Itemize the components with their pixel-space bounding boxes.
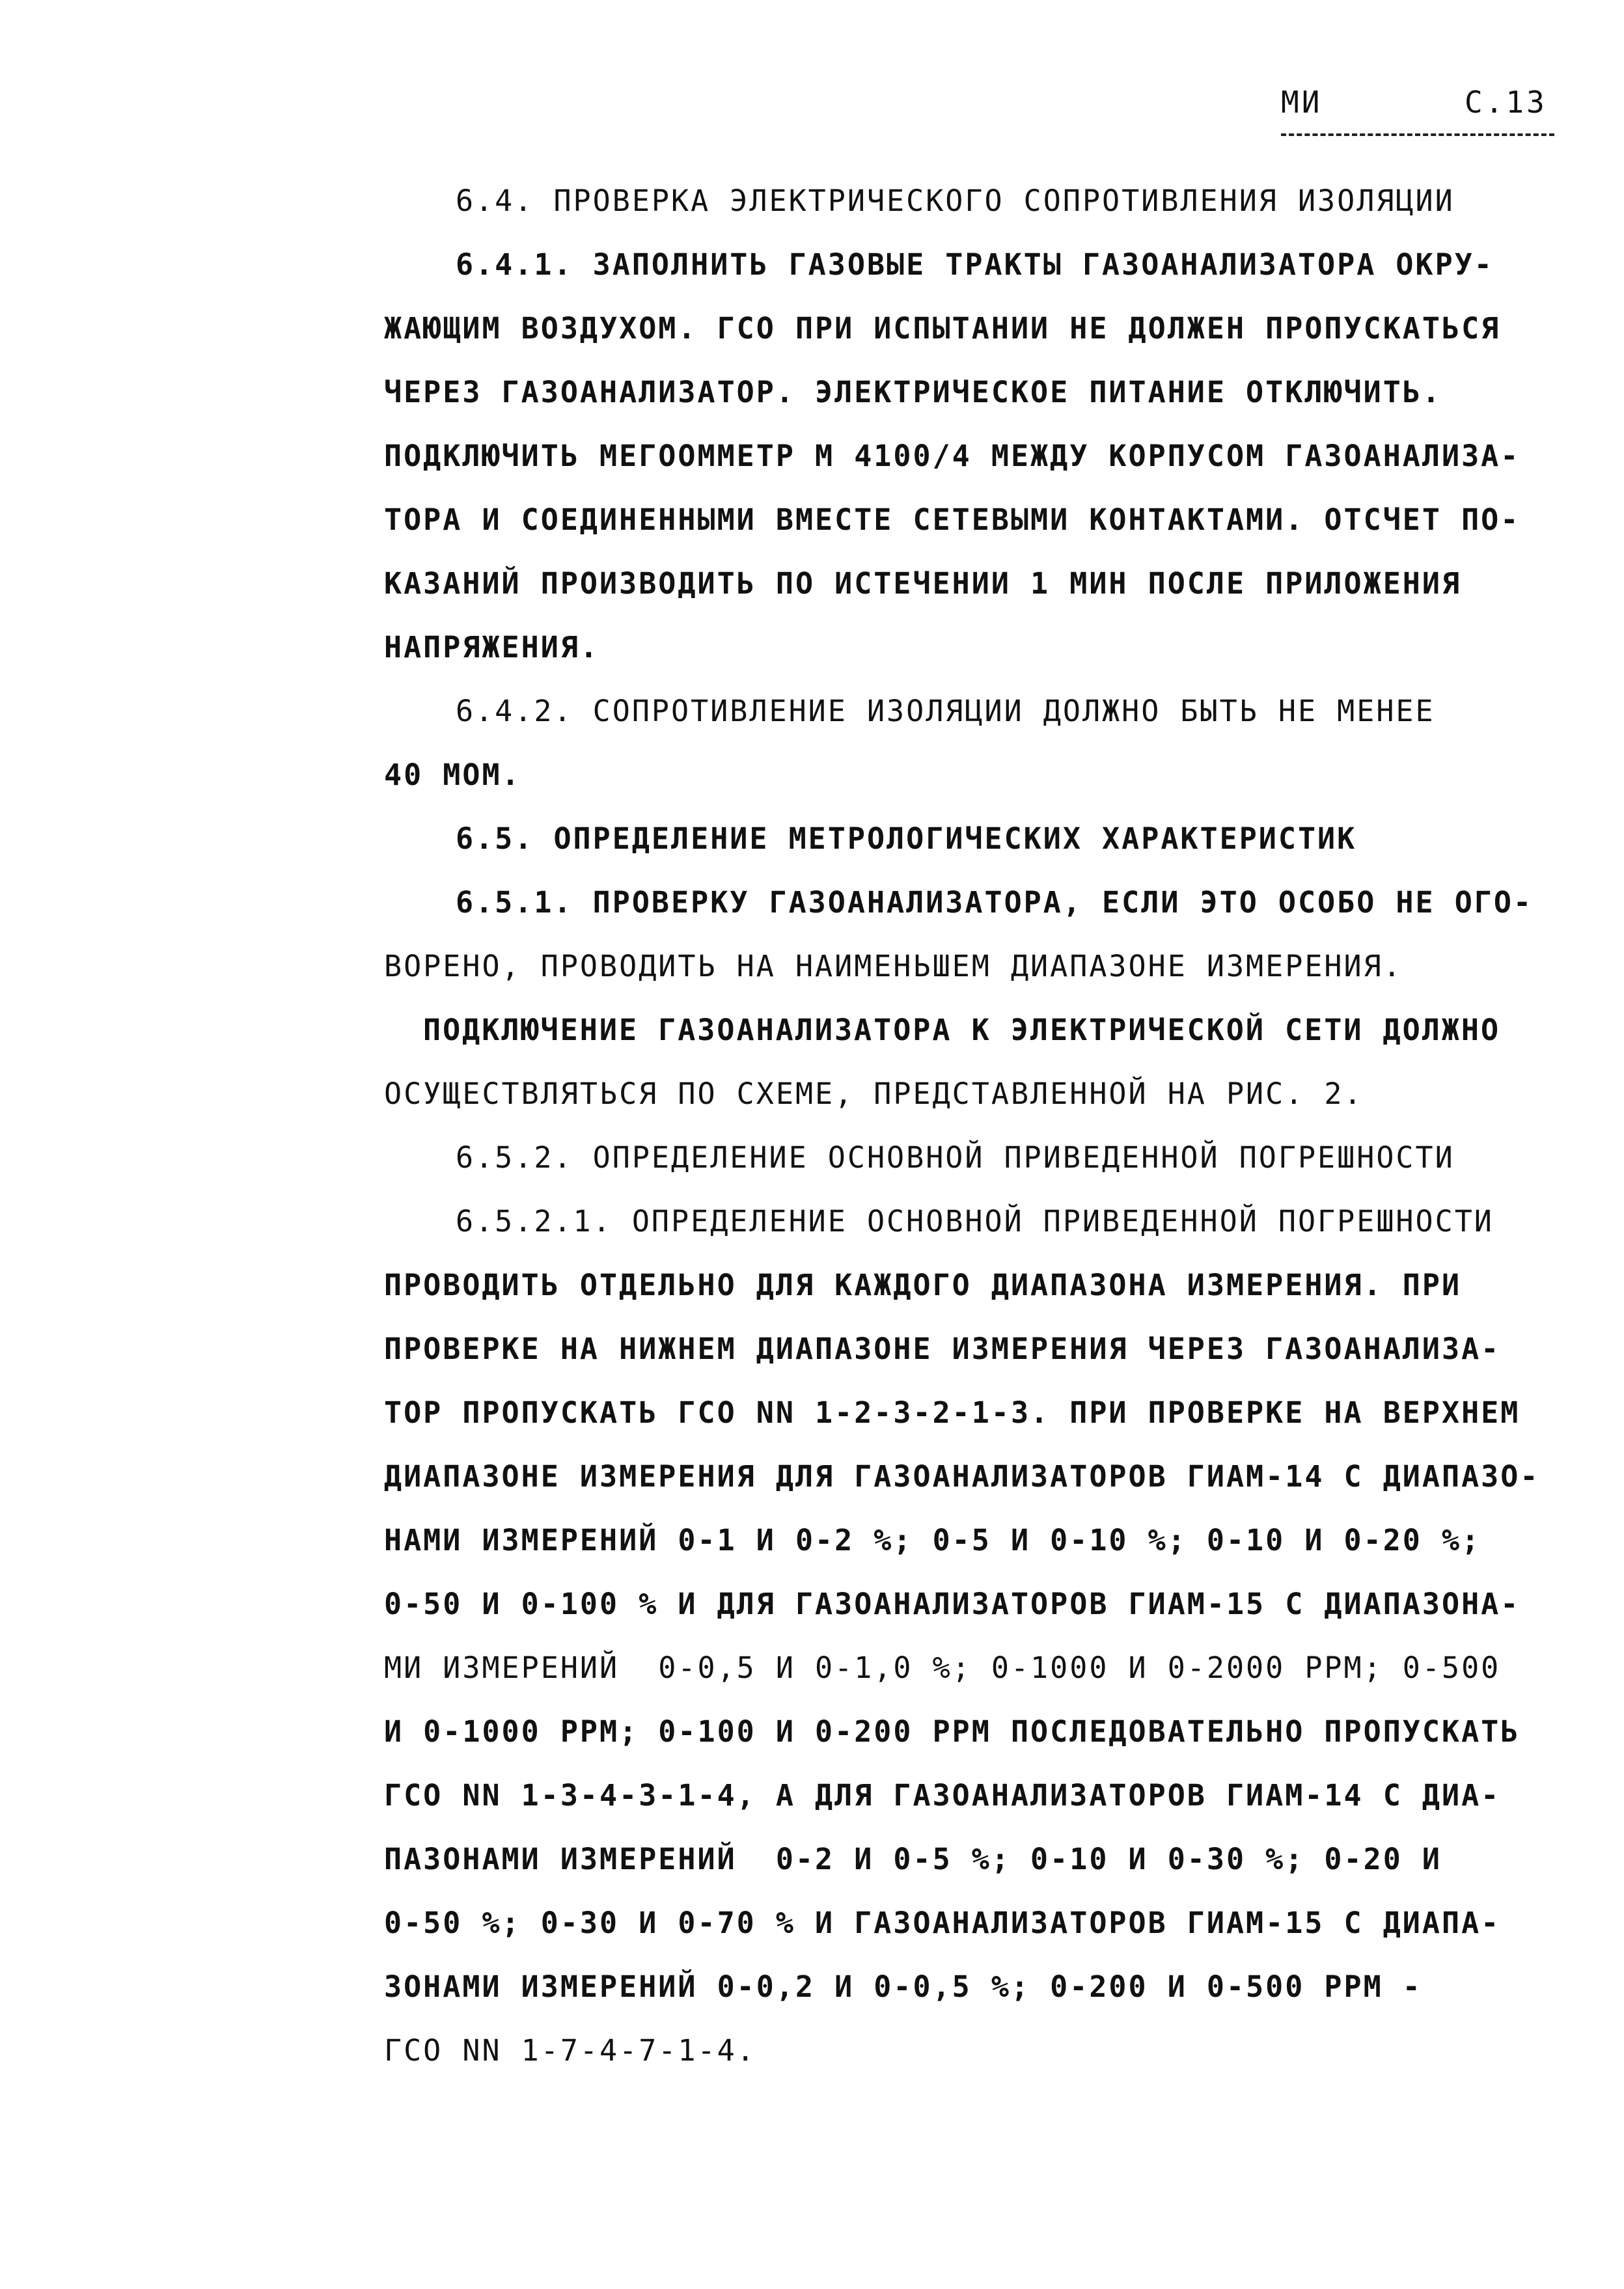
text-line: ПАЗОНАМИ ИЗМЕРЕНИЙ 0-2 И 0-5 %; 0-10 И 0-30 %; 0-20 И: [384, 1842, 1442, 1876]
text-line: ТОР ПРОПУСКАТЬ ГСО NN 1-2-3-2-1-3. ПРИ ПРОВЕРКЕ НА ВЕРХНЕМ: [384, 1395, 1521, 1430]
text-line: ОСУЩЕСТВЛЯТЬСЯ ПО СХЕМЕ, ПРЕДСТАВЛЕННОЙ НА РИС. 2.: [384, 1076, 1364, 1111]
text-line: ГСО NN 1-7-4-7-1-4.: [384, 2033, 756, 2068]
body-text: [384, 169, 1569, 2083]
text-line: ДИАПАЗОНЕ ИЗМЕРЕНИЯ ДЛЯ ГАЗОАНАЛИЗАТОРОВ ГИАМ-14 С ДИАПАЗО-: [384, 1459, 1540, 1494]
text-line: ЖАЮЩИМ ВОЗДУХОМ. ГСО ПРИ ИСПЫТАНИИ НЕ ДОЛЖЕН ПРОПУСКАТЬСЯ: [384, 311, 1501, 346]
text-line: ПРОВОДИТЬ ОТДЕЛЬНО ДЛЯ КАЖДОГО ДИАПАЗОНА ИЗМЕРЕНИЯ. ПРИ: [384, 1268, 1462, 1302]
text-line: НАМИ ИЗМЕРЕНИЙ 0-1 И 0-2 %; 0-5 И 0-10 %; 0-10 И 0-20 %;: [384, 1523, 1481, 1557]
text-line: ЧЕРЕЗ ГАЗОАНАЛИЗАТОР. ЭЛЕКТРИЧЕСКОЕ ПИТАНИЕ ОТКЛЮЧИТЬ.: [384, 375, 1442, 409]
text-line: КАЗАНИЙ ПРОИЗВОДИТЬ ПО ИСТЕЧЕНИИ 1 МИН ПОСЛЕ ПРИЛОЖЕНИЯ: [384, 566, 1462, 601]
text-line: МИ ИЗМЕРЕНИЙ 0-0,5 И 0-1,0 %; 0-1000 И 0-2000 PPM; 0-500: [384, 1651, 1501, 1685]
document-code: МИ: [1281, 85, 1323, 120]
text-line: ТОРА И СОЕДИНЕННЫМИ ВМЕСТЕ СЕТЕВЫМИ КОНТАКТАМИ. ОТСЧЕТ ПО-: [384, 502, 1521, 537]
section-heading-6-5-2: 6.5.2. ОПРЕДЕЛЕНИЕ ОСНОВНОЙ ПРИВЕДЕННОЙ ПОГРЕШНОСТИ: [456, 1140, 1455, 1175]
text-line: 0-50 И 0-100 % И ДЛЯ ГАЗОАНАЛИЗАТОРОВ ГИАМ-15 С ДИАПАЗОНА-: [384, 1587, 1521, 1621]
text-line: ПОДКЛЮЧИТЬ МЕГООММЕТР М 4100/4 МЕЖДУ КОРПУСОМ ГАЗОАНАЛИЗА-: [384, 439, 1521, 473]
text-line: НАПРЯЖЕНИЯ.: [384, 630, 600, 665]
header-rule: [1281, 133, 1554, 136]
text-line: ВОРЕНО, ПРОВОДИТЬ НА НАИМЕНЬШЕМ ДИАПАЗОНЕ ИЗМЕРЕНИЯ.: [384, 949, 1403, 983]
text-line: 0-50 %; 0-30 И 0-70 % И ГАЗОАНАЛИЗАТОРОВ ГИАМ-15 С ДИАПА-: [384, 1906, 1501, 1940]
text-line: 6.5.1. ПРОВЕРКУ ГАЗОАНАЛИЗАТОРА, ЕСЛИ ЭТО ОСОБО НЕ ОГО-: [456, 885, 1534, 920]
text-line: ПРОВЕРКЕ НА НИЖНЕМ ДИАПАЗОНЕ ИЗМЕРЕНИЯ ЧЕРЕЗ ГАЗОАНАЛИЗА-: [384, 1332, 1501, 1366]
section-heading-6-4: 6.4. ПРОВЕРКА ЭЛЕКТРИЧЕСКОГО СОПРОТИВЛЕНИЯ ИЗОЛЯЦИИ: [456, 184, 1455, 218]
text-line: 40 МОМ.: [384, 758, 521, 792]
page-number: С.13: [1465, 85, 1547, 120]
text-line: ГСО NN 1-3-4-3-1-4, А ДЛЯ ГАЗОАНАЛИЗАТОРОВ ГИАМ-14 С ДИА-: [384, 1778, 1501, 1813]
text-line: 6.5.2.1. ОПРЕДЕЛЕНИЕ ОСНОВНОЙ ПРИВЕДЕННОЙ ПОГРЕШНОСТИ: [456, 1204, 1494, 1239]
text-line: 6.4.2. СОПРОТИВЛЕНИЕ ИЗОЛЯЦИИ ДОЛЖНО БЫТЬ НЕ МЕНЕЕ: [456, 694, 1435, 728]
text-line: 6.4.1. ЗАПОЛНИТЬ ГАЗОВЫЕ ТРАКТЫ ГАЗОАНАЛИЗАТОРА ОКРУ-: [456, 247, 1494, 282]
text-line: ЗОНАМИ ИЗМЕРЕНИЙ 0-0,2 И 0-0,5 %; 0-200 И 0-500 PPM -: [384, 1969, 1422, 2004]
section-heading-6-5: 6.5. ОПРЕДЕЛЕНИЕ МЕТРОЛОГИЧЕСКИХ ХАРАКТЕРИСТИК: [456, 821, 1357, 856]
text-line: И 0-1000 PPM; 0-100 И 0-200 PPM ПОСЛЕДОВАТЕЛЬНО ПРОПУСКАТЬ: [384, 1714, 1521, 1749]
text-line: ПОДКЛЮЧЕНИЕ ГАЗОАНАЛИЗАТОРА К ЭЛЕКТРИЧЕСКОЙ СЕТИ ДОЛЖНО: [423, 1013, 1501, 1047]
